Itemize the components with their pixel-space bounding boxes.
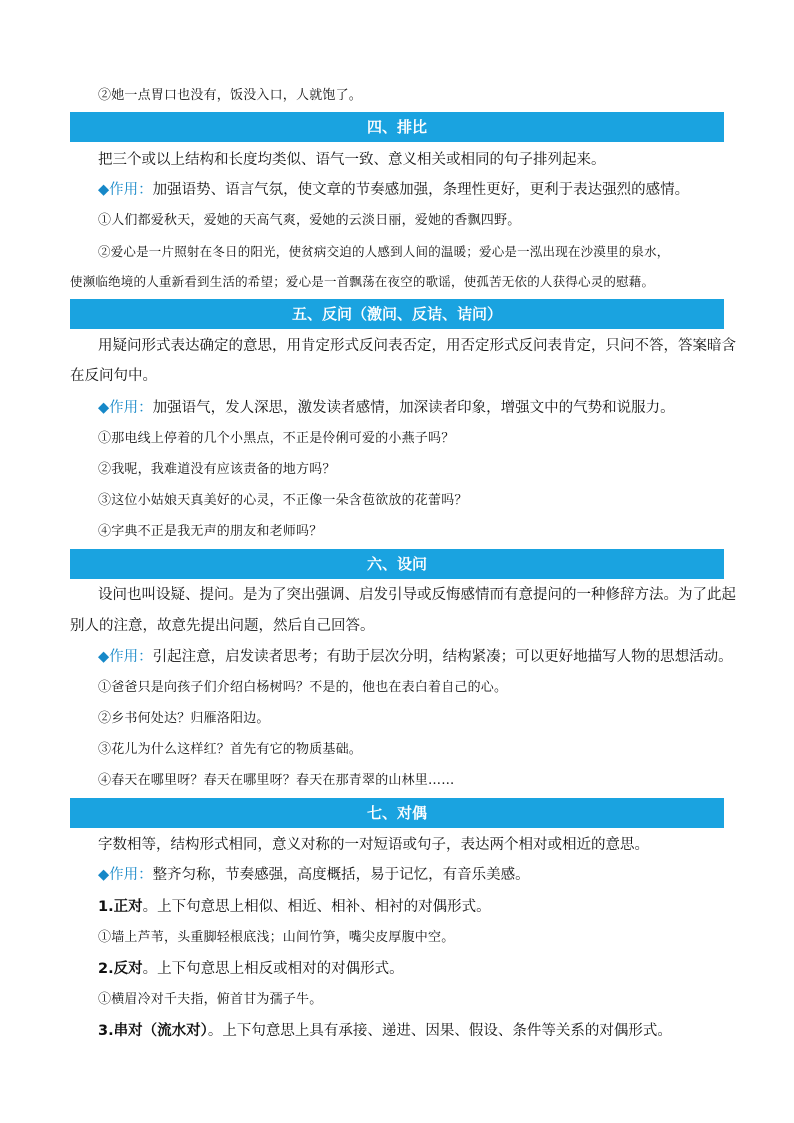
example-line: ②我呢，我难道没有应该责备的地方吗？: [98, 462, 336, 477]
section-header-antithesis: 七、对偶: [70, 798, 724, 828]
definition-text: 在反问句中。: [70, 368, 157, 384]
effect-text: 引起注意，启发读者思考；有助于层次分明，结构紧凑；可以更好地描写人物的思想活动。: [152, 649, 733, 665]
subtype-text: 。上下句意思上相反或相对的对偶形式。: [142, 961, 404, 977]
subtype-label: 3.串对（流水对）: [98, 1023, 208, 1039]
example-line: ③这位小姑娘天真美好的心灵，不正像一朵含苞欲放的花蕾吗？: [98, 493, 468, 508]
diamond-bullet-icon: ◆: [98, 867, 110, 883]
example-line: ③花儿为什么这样红？首先有它的物质基础。: [98, 742, 363, 757]
effect-line: [98, 865, 530, 885]
effect-text: 整齐匀称，节奏感强，高度概括，易于记忆，有音乐美感。: [152, 867, 530, 883]
example-line: ④春天在哪里呀？春天在哪里呀？春天在那青翠的山林里……: [98, 773, 455, 788]
example-line: ②乡书何处达？归雁洛阳边。: [98, 711, 270, 726]
effect-line: [98, 398, 675, 418]
subtype-line: [98, 897, 491, 917]
effect-label: 作用：: [109, 649, 153, 665]
example-line: ①横眉冷对千夫指，俯首甘为孺子牛。: [98, 992, 323, 1007]
definition-text: 设问也叫设疑、提问。是为了突出强调、启发引导或反悔感情而有意提问的一种修辞方法。为了此起: [98, 587, 736, 603]
example-line: ①墙上芦苇，头重脚轻根底浅；山间竹笋，嘴尖皮厚腹中空。: [98, 930, 455, 945]
subtype-line: [98, 959, 404, 979]
definition-text: 别人的注意，故意先提出问题，然后自己回答。: [70, 618, 375, 634]
example-line: ④字典不正是我无声的朋友和老师吗？: [98, 524, 323, 539]
definition-text: 字数相等，结构形式相同，意义对称的一对短语或句子，表达两个相对或相近的意思。: [98, 837, 649, 853]
subtype-label: 1.正对: [98, 899, 143, 915]
example-line: ①那电线上停着的几个小黑点，不正是伶俐可爱的小燕子吗？: [98, 431, 455, 446]
subtype-label: 2.反对: [98, 961, 143, 977]
section-header-hypophora: 六、设问: [70, 549, 724, 579]
subtype-line: [98, 1021, 672, 1041]
effect-label: 作用：: [109, 867, 153, 883]
diamond-bullet-icon: ◆: [98, 649, 110, 665]
subtype-text: 。上下句意思上具有承接、递进、因果、假设、条件等关系的对偶形式。: [207, 1023, 672, 1039]
diamond-bullet-icon: ◆: [98, 182, 110, 198]
effect-text: 加强语气，发人深思，激发读者感情，加深读者印象，增强文中的气势和说服力。: [152, 400, 675, 416]
section-header-rhetorical-question: 五、反问（激问、反诘、诘问）: [70, 299, 724, 329]
example-line: ②爱心是一片照射在冬日的阳光，使贫病交迫的人感到人间的温暖；爱心是一泓出现在沙漠里的泉水，: [98, 244, 670, 259]
effect-line: [98, 647, 733, 667]
effect-line: [98, 180, 689, 200]
example-line: ①人们都爱秋天，爱她的天高气爽，爱她的云淡日丽，爱她的香飘四野。: [98, 213, 521, 228]
example-line: ②她一点胃口也没有，饭没入口，人就饱了。: [98, 88, 363, 103]
example-line: ①爸爸只是向孩子们介绍白杨树吗？不是的，他也在表白着自己的心。: [98, 680, 508, 695]
subtype-text: 。上下句意思上相似、相近、相补、相衬的对偶形式。: [142, 899, 491, 915]
effect-label: 作用：: [109, 400, 153, 416]
effect-text: 加强语势、语言气氛，使文章的节奏感加强，条理性更好，更利于表达强烈的感情。: [152, 182, 690, 198]
diamond-bullet-icon: ◆: [98, 400, 110, 416]
section-header-parallelism: 四、排比: [70, 112, 724, 142]
example-line: 使濒临绝境的人重新看到生活的希望；爱心是一首飘荡在夜空的歌谣，使孤苦无依的人获得心灵的慰藉。: [70, 274, 655, 289]
definition-text: 用疑问形式表达确定的意思，用肯定形式反问表否定，用否定形式反问表肯定，只问不答，答案暗含: [98, 338, 736, 354]
effect-label: 作用：: [109, 182, 153, 198]
definition-text: 把三个或以上结构和长度均类似、语气一致、意义相关或相同的句子排列起来。: [98, 152, 606, 168]
